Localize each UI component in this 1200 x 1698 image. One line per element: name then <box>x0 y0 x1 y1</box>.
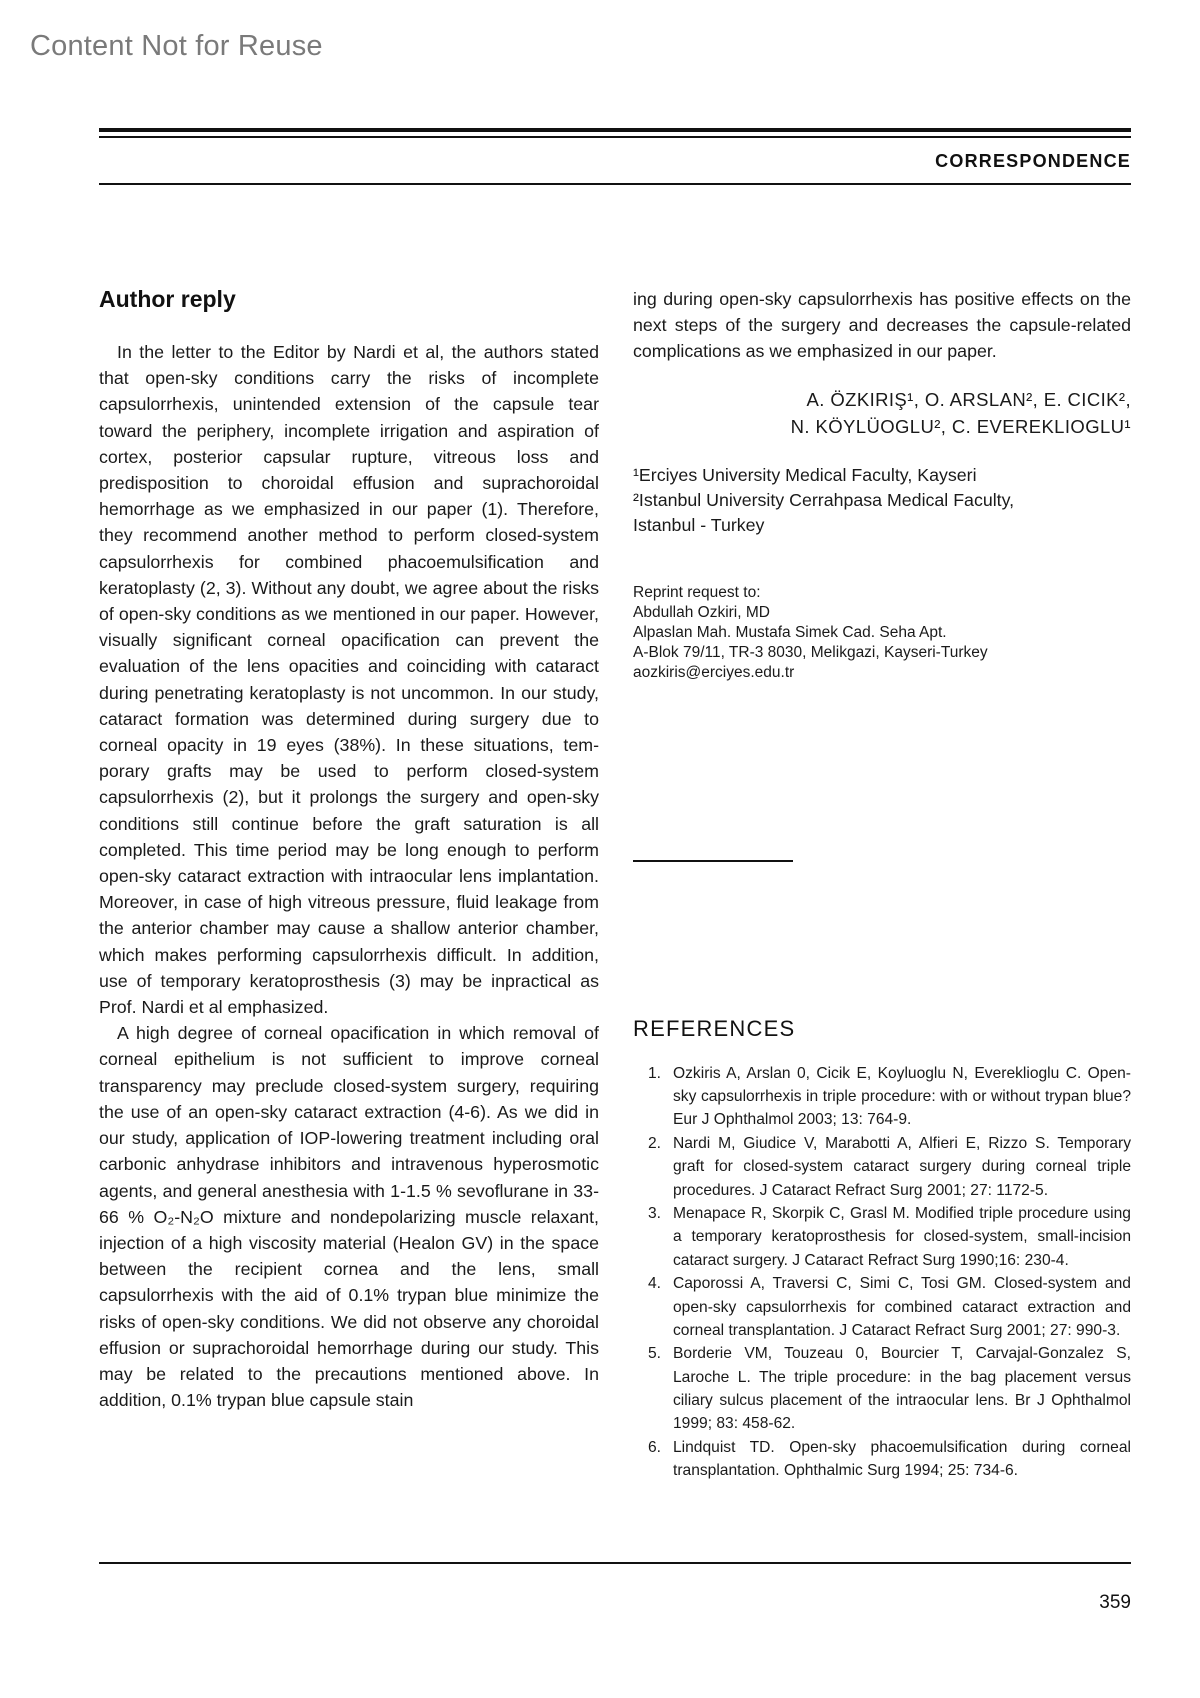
header-rule-thin <box>99 136 1131 138</box>
reprint-address-2: A-Blok 79/11, TR-3 8030, Melikgazi, Kayseri-Turkey <box>633 643 988 661</box>
affiliation-1: ¹Erciyes University Medical Faculty, Kayseri <box>633 464 977 485</box>
reference-number: 1. <box>647 1065 661 1082</box>
reference-item <box>633 1342 1131 1435</box>
reference-text: Lindquist TD. Open-sky phacoemulsification during corneal transplantation. Ophthalmic Surg 1994; 25: 734-6. <box>673 1438 1131 1479</box>
body-paragraph-continuation: ing during open-sky capsulorrhexis has positive effects on the next steps of the surgery and decreases the capsule-related complications as we emphasized in our paper. <box>633 289 1131 362</box>
right-column <box>633 286 1131 683</box>
affiliation-3: Istanbul - Turkey <box>633 514 765 535</box>
reference-text: Ozkiris A, Arslan 0, Cicik E, Koyluoglu N, Evereklioglu C. Open-sky capsulorrhexis in triple procedure: with or without trypan blue? Eur J Ophthalmol 2003; 13: 764-9. <box>673 1065 1131 1129</box>
left-column <box>99 286 599 1413</box>
reference-number: 4. <box>647 1275 661 1293</box>
page-number: 359 <box>1099 1592 1131 1613</box>
reference-text: Borderie VM, Touzeau 0, Bourcier T, Carvajal-Gonzalez S, Laroche L. The triple procedure: in the bag placement versus ciliary sulcus placement of the intraocular lens. Br J Ophthalmol 1999; 83: 458-62. <box>673 1345 1131 1433</box>
reference-item <box>633 1062 1131 1132</box>
reference-item <box>633 1202 1131 1272</box>
author-list <box>633 386 1131 440</box>
body-paragraph-1: In the letter to the Editor by Nardi et al, the authors stated that open-sky conditions carry the risks of incomplete capsulorrhexis, unintended extension of the capsule tear toward the periphery, incomplete irrigation and aspiration of cortex, posterior capsular rupture, vitreous loss and predisposition to choroidal effusion and suprachoroidal hemorrhage as we emphasized in our paper (1). Therefore, they recommend another method to perform closed-system capsulorrhexis for combined phacoemulsification and keratoplasty (2, 3). Without any doubt, we agree about the risks of open-sky conditions as we mentioned in our paper. However, visually significant corneal opacification can prevent the evaluation of the lens opacities and coinciding with cataract during penetrating keratoplasty is not uncommon. In our study, cataract formation was determined during surgery due to corneal opacity in 19 eyes (38%). In these situations, temporary grafts may be used to perform closed-system capsulorrhexis (2), but it prolongs the surgery and open-sky conditions still continue before the graft saturation is all completed. This time period may be long enough to perform open-sky cataract extraction with intraocular lens implantation. Moreover, in case of high vitreous pressure, fluid leakage from the anterior chamber may cause a shallow anterior chamber, which makes performing capsulorrhexis difficult. In addition, use of temporary keratoprosthesis (3) may be inpractical as Prof. Nardi et al emphasized. <box>99 342 599 1018</box>
reference-number: 2. <box>647 1135 661 1153</box>
section-label: CORRESPONDENCE <box>935 151 1131 171</box>
header-rule-bottom <box>99 183 1131 185</box>
reference-text: Caporossi A, Traversi C, Simi C, Tosi GM. Closed-system and open-sky capsulorrhexis for combined cataract extraction and corneal transplantation. J Cataract Refract Surg 2001; 27: 990-3. <box>673 1275 1131 1339</box>
footer-rule <box>99 1562 1131 1564</box>
reprint-request <box>633 583 1131 683</box>
author-line-1: A. ÖZKIRIŞ¹, O. ARSLAN², E. CICIK², <box>806 388 1131 410</box>
reference-text: Menapace R, Skorpik C, Grasl M. Modified triple procedure using a temporary keratoprosthesis for closed-system, small-incision cataract surgery. J Cataract Refract Surg 1990;16: 230-4. <box>673 1205 1131 1269</box>
references-heading: REFERENCES <box>633 1016 796 1041</box>
author-line-2: N. KÖYLÜOGLU², C. EVEREKLIOGLU¹ <box>790 415 1131 437</box>
reprint-address-1: Alpaslan Mah. Mustafa Simek Cad. Seha Apt. <box>633 623 947 641</box>
header-rule-thick <box>99 128 1131 132</box>
reference-item <box>633 1272 1131 1342</box>
reference-number: 5. <box>647 1345 661 1363</box>
separator-rule <box>633 860 793 862</box>
reference-number: 6. <box>647 1438 661 1456</box>
reference-item <box>633 1436 1131 1482</box>
affiliation-2: ²Istanbul University Cerrahpasa Medical Faculty, <box>633 489 1015 510</box>
affiliations <box>633 463 1131 538</box>
body-paragraph-2: A high degree of corneal opacification in which removal of corneal epithelium is not sufficient to improve corneal transparency may preclude closed-system surgery, requiring the use of an open-sky cataract extraction (4-6). As we did in our study, application of IOP-lowering treatment including oral carbonic anhydrase inhibitors and intravenous hyperosmotic agents, and general anesthesia with 1-1.5 % sevoflurane in 33-66 % O₂-N₂O mixture and nondepolarizing muscle relaxant, injection of a high viscosity material (Healon GV) in the space between the recipient cornea and the lens, small capsulorrhexis with the aid of 0.1% trypan blue minimize the risks of open-sky conditions. We did not observe any choroidal effusion or suprachoroidal hemorrhage during our study. This may be related to the precautions mentioned above. In addition, 0.1% trypan blue capsule stain <box>99 1023 599 1411</box>
reprint-label: Reprint request to: <box>633 583 761 601</box>
article-title: Author reply <box>99 286 236 312</box>
reference-number: 3. <box>647 1205 661 1223</box>
reference-list <box>633 1062 1131 1483</box>
reprint-email: aozkiris@erciyes.edu.tr <box>633 663 795 681</box>
reprint-name: Abdullah Ozkiri, MD <box>633 603 770 621</box>
reference-item <box>633 1132 1131 1202</box>
watermark-text: Content Not for Reuse <box>30 30 323 62</box>
reference-text: Nardi M, Giudice V, Marabotti A, Alfieri E, Rizzo S. Temporary graft for closed-system cataract surgery during corneal triple procedures. J Cataract Refract Surg 2001; 27: 1172-5. <box>673 1135 1131 1199</box>
